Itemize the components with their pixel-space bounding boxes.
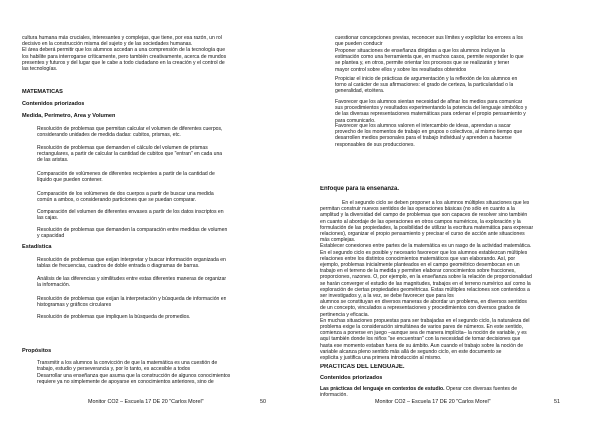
page-footer: Monitor CO2 – Escuela 17 DE 20 "Carlos Morel" [375, 399, 491, 405]
intro-line: cultura humana más cruciales, interesantes y complejas, que tiene, por esa razón, un rol [22, 35, 222, 41]
intro-line: El área deberá permitir que los alumnos accedan a una comprensión de la tecnología que [22, 47, 226, 54]
enfoque-line: exploración de ciertas propiedades geométricas. Estas múltiples relaciones son contenidos a [320, 286, 530, 293]
medida-line: Resolución de problemas que demanden el cálculo del volumen de prismas [37, 145, 208, 151]
enfoque-line: comienza a ponerse en juego –aunque sea de manera implícita– la noción de variable, y es [320, 330, 527, 337]
contenidos-heading: Contenidos priorizados [22, 101, 85, 107]
bullet-line: mayor control sobre ellos y sobre los resultados obtenidos [335, 66, 467, 73]
medida-line: Comparación del volumen de diferentes envases a partir de los datos inscriptos en [37, 209, 224, 215]
intro-line: decisivo en la construcción misma del sujeto y de las sociedades humanas. [22, 41, 193, 48]
bullet-line: torno al carácter de sus afirmaciones: el grado de certeza, la particularidad o la [335, 82, 514, 89]
lenguaje-heading: PRÁCTICAS DEL LENGUAJE. [320, 364, 405, 370]
intro-line: las tecnologías. [22, 66, 58, 72]
enfoque-line: variable alcanza pleno sentido más allá de segundo ciclo, en este documento se [320, 348, 502, 355]
page-number: 51 [554, 399, 560, 405]
medida-line: y capacidad [37, 233, 65, 240]
enfoque-line: se harán converger el estudio de las magnitudes, trabajos en el terreno numérico así como la [320, 280, 531, 287]
right-page [300, 0, 600, 424]
bullet-line: estimación como una herramienta que, en muchos casos, permite responder lo que [335, 54, 524, 61]
enfoque-line: relaciones entre los distintos conocimientos matemáticos que van elaborando. Así, por [320, 255, 516, 262]
bullet-line: desarrollen medios personales para el trabajo individual y aprenden a hacerse [335, 135, 512, 142]
right-top-line: cuestionar concepciones previas, reconocer sus límites y explicitar los errores a los [335, 35, 523, 41]
bullet-line: para comunicarlo. [335, 117, 376, 124]
enfoque-line: problema exige la consideración simultánea de varios pares de números. En este sentido, [320, 324, 524, 330]
contenidos-heading: Contenidos priorizados [320, 375, 383, 381]
enfoque-line: en cuanto al abordaje de las operaciones en otros campos numéricos, la exploración y la [320, 218, 521, 225]
medida-line: Comparación de los volúmenes de dos cuerpos a partir de buscar una medida [37, 191, 214, 197]
estadistica-line: Resolución de problemas que exijan la interpretación y búsqueda de información en [37, 296, 227, 302]
estadistica-line: Resolución de problemas que impliquen la búsqueda de promedios. [37, 314, 191, 320]
enfoque-line: explicita y justifica una primera introducción al mismo. [320, 355, 442, 361]
enfoque-heading: Enfoque para la enseñanza. [320, 186, 400, 192]
enfoque-line: trabajo en el terreno de la medida y permiten elaborar conocimientos sobre fracciones, [320, 268, 516, 275]
bullet-line: • Propiciar el inicio de prácticas de argumentación y la reflexión de los alumnos en [335, 76, 517, 82]
practicas-bold: Las prácticas del lenguaje en contextos de estudio. [320, 386, 445, 392]
bullet-line: sus procedimientos y resultados experimentando la potencia del lenguaje simbólico y [335, 105, 528, 112]
enfoque-line: alumnos se constituyan en diversos maneras de abordar un problema, en diversos sentidos [320, 299, 527, 306]
medida-line: las cajas. [37, 215, 59, 222]
medida-heading: Medida, Perímetro, Área y Volumen [22, 113, 116, 119]
page-footer: Monitor CO2 – Escuela 17 DE 20 "Carlos Morel" [88, 399, 204, 405]
right-top-line: que pueden conducir [335, 41, 383, 48]
medida-line: rectangulares, a partir de calcular la cantidad de cubitos que "entran" en cada una [37, 151, 223, 158]
enfoque-line: aquí también donde los niños "se encuentran" con la necesidad de tomar decisiones que [320, 336, 521, 343]
estadistica-line: histogramas y gráficos circulares [37, 302, 112, 309]
medida-line: Comparación de volúmenes de diferentes recipientes a partir de la cantidad de [37, 171, 215, 177]
bullet-line: • Favorecer que los alumnos valoren el intercambio de ideas, aprendan a sacar [335, 123, 511, 129]
enfoque-line: ejemplo, problemas inicialmente planteados en el campo geométrico desembocan en un [320, 262, 520, 268]
propositos-line: • Transmitir a los alumnos la convicción de que la matemática es una cuestión de [37, 360, 217, 366]
enfoque-line: pertinencia y eficacia. [320, 311, 369, 318]
enfoque-line: Establecer conexiones entre partes de la matemática es un rasgo de la actividad matemática. [320, 243, 532, 250]
enfoque-line: proporciones, razones. O, por ejemplo, en la enseñanza sobre la relación de proporcionalidad [320, 274, 532, 281]
estadistica-line: Resolución de problemas que exijan interpretar y buscar información organizada en [37, 257, 226, 263]
practicas-rest: Operar con diversas fuentes de [444, 386, 518, 392]
bullet-line: • Favorecer que los alumnos sientan necesidad de afinar los medios para comunicar [335, 99, 522, 105]
intro-line: presentes y futuros y del lugar que le cabe a todo ciudadano en la creación y el control de [22, 59, 225, 66]
enfoque-line: En el segundo ciclo es posible y necesario favorecer que los alumnos establezcan múltiples [320, 249, 528, 256]
propositos-line: • Desarrollar una enseñanza que asuma que la construcción de algunos conocimientos [37, 373, 230, 379]
propositos-line: trabajo, estudio y perseverancia y, por lo tanto, es accesible a todos [37, 366, 191, 373]
estadistica-line: Análisis de las diferencias y similitudes entre estas diferentes maneras de organizar [37, 276, 227, 282]
section-title-matematicas: MATEMÁTICAS [22, 89, 63, 95]
medida-line: de las aristas. [37, 157, 69, 164]
intro-line: los habilite para interrogarse críticamente, pero también creativamente, acerca de mundos [22, 53, 227, 60]
medida-line: Resolución de problemas que demanden la comparación entre medidas de volumen [37, 227, 228, 233]
enfoque-line: ser investigados y, a la vez, se debe favorecer que para los [320, 293, 454, 299]
bullet-line: se plantea y, en otros, permite orientar los procesos que se realizarán y tener [335, 60, 510, 67]
medida-line: considerando unidades de medida dadas: cubitos, prismas, etc. [37, 132, 181, 139]
bullet-line: • Proponer situaciones de enseñanza dirigidas a que los alumnos incluyan la [335, 48, 505, 54]
bullet-line: responsables de sus producciones. [335, 141, 415, 148]
enfoque-line: relaciones), organizar el propio pensamiento y precisar el curso de acción ante situaciones [320, 231, 525, 237]
enfoque-line: de un concepto, vinculados a representaciones y procedimientos con diversos grados de [320, 305, 521, 312]
medida-line: Resolución de problemas que permitan calcular el volumen de diferentes cuerpos, [37, 126, 223, 132]
bullet-line: de las diversas representaciones matemáticas para ordenar el propio pensamiento y [335, 111, 526, 118]
enfoque-line: más complejas. [320, 237, 356, 244]
estadistica-heading: Estadística [22, 244, 52, 250]
estadistica-line: tablas de frecuencias, cuadros de doble entrada o diagramas de barras. [37, 263, 200, 270]
enfoque-line: En el segundo ciclo se deben proponer a los alumnos múltiples situaciones que les [342, 200, 530, 206]
medida-line: común a ambos, o considerando particiones que se puedan comparar. [37, 197, 197, 204]
enfoque-line: En muchas situaciones propuestas para ser trabajadas en el segundo ciclo, la naturaleza del [320, 317, 530, 324]
bullet-line: provecho de los momentos de trabajo en grupos o colectivos, al mismo tiempo que [335, 129, 523, 136]
page-number: 50 [260, 399, 266, 405]
estadistica-line: la información. [37, 282, 71, 289]
propositos-heading: Propósitos [22, 348, 52, 354]
practicas-line [320, 386, 517, 392]
enfoque-line: permitan construir nuevos sentidos de las operaciones básicas (no sólo en cuanto a la [320, 206, 515, 213]
practicas-line2: información. [320, 392, 348, 398]
enfoque-line: hasta ese momento estaban fuera de su ámbito. Aun cuando el trabajo sobre la noción de [320, 342, 524, 349]
enfoque-line: formulación de las propiedades, la posibilidad de utilizar la escritura matemática para expresar [320, 224, 534, 231]
propositos-line: requiere ya no simplemente de apoyarse en conocimientos anteriores, sino de [37, 379, 214, 386]
bullet-line: generalidad, etcétera. [335, 88, 385, 95]
enfoque-line: amplitud y la diversidad del campo de problemas que son capaces de resolver sino también [320, 212, 528, 219]
medida-line: líquido que pueden contener. [37, 177, 103, 184]
